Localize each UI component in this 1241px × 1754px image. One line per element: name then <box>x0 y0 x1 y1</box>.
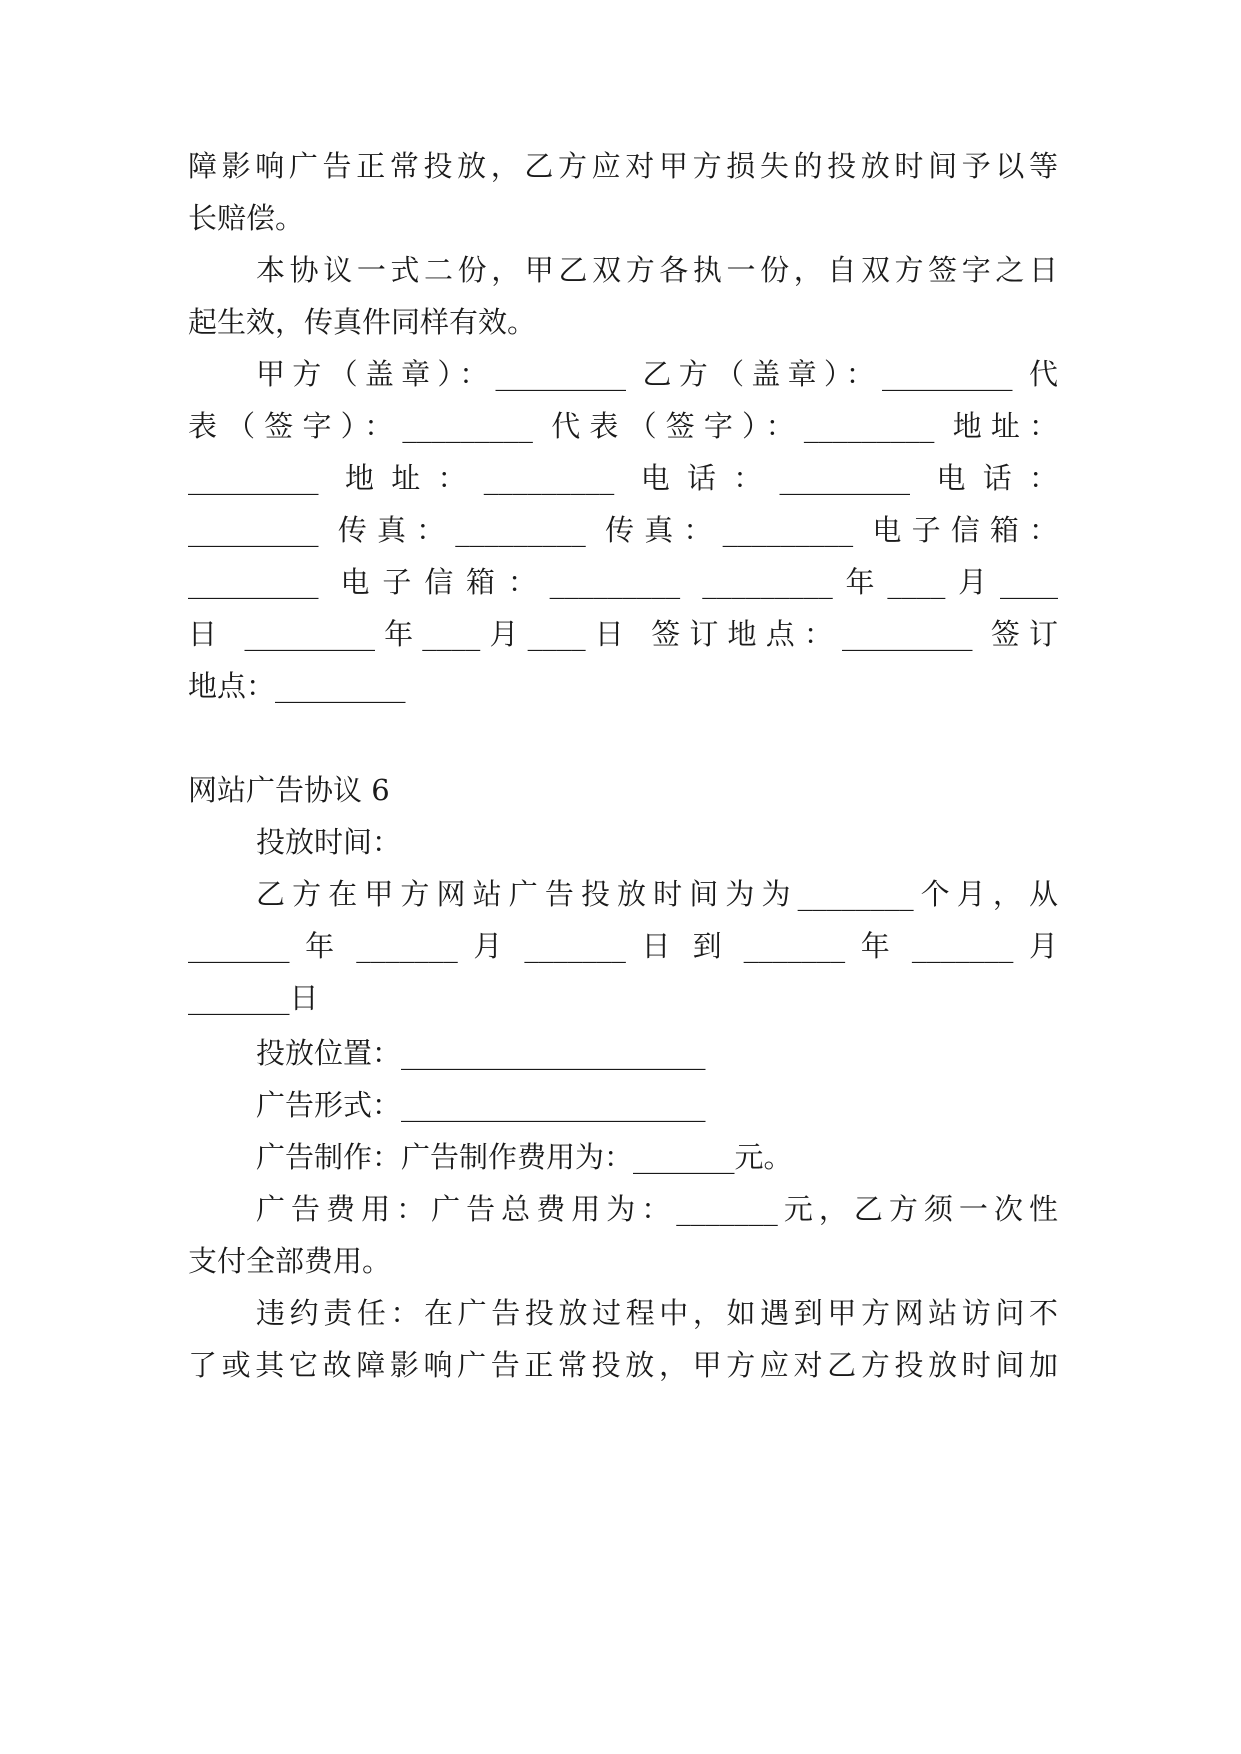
signature-line: _________ 传真：_________ 传真：_________ 电子信箱： <box>188 513 1058 547</box>
clause-line: 违约责任：在广告投放过程中，如遇到甲方网站访问不 <box>256 1296 1058 1330</box>
clause-line: _______ 年 _______ 月 _______ 日 到 _______ 年 _______ 月 <box>188 929 1058 963</box>
signature-line: 地点：_________ <box>188 669 406 703</box>
signature-line: 甲方（盖章）：_________ 乙方（盖章）：_________ 代 <box>256 357 1058 391</box>
clause-line: 投放位置：_____________________ <box>256 1036 706 1070</box>
signature-line: 表（签字）：_________ 代表（签字）：_________ 地址： <box>188 409 1058 443</box>
signature-line: _________ 电子信箱：_________ _________年____月____ <box>188 565 1058 599</box>
clause-line: 支付全部费用。 <box>188 1244 392 1278</box>
section-title: 网站广告协议 6 <box>188 773 390 807</box>
paragraph-line: 本协议一式二份，甲乙双方各执一份，自双方签字之日 <box>256 253 1058 287</box>
paragraph-line: 起生效，传真件同样有效。 <box>188 305 537 339</box>
paragraph-line: 障影响广告正常投放，乙方应对甲方损失的投放时间予以等 <box>188 149 1058 183</box>
paragraph-line: 长赔偿。 <box>188 201 305 235</box>
clause-line: 了或其它故障影响广告正常投放，甲方应对乙方投放时间加 <box>188 1348 1058 1382</box>
clause-line: 广告形式：_____________________ <box>256 1088 706 1122</box>
clause-line: 投放时间： <box>256 825 402 859</box>
clause-line: 广告费用：广告总费用为：_______元，乙方须一次性 <box>256 1192 1058 1226</box>
clause-line: 广告制作：广告制作费用为：_______元。 <box>256 1140 793 1174</box>
clause-line: 乙方在甲方网站广告投放时间为为________个月，从 <box>256 877 1058 911</box>
signature-line: _________ 地址：_________ 电话：_________ 电话： <box>188 461 1058 495</box>
signature-line: 日 _________年____月____日 签订地点：_________ 签订 <box>188 617 1058 651</box>
clause-line: _______日 <box>188 981 319 1015</box>
